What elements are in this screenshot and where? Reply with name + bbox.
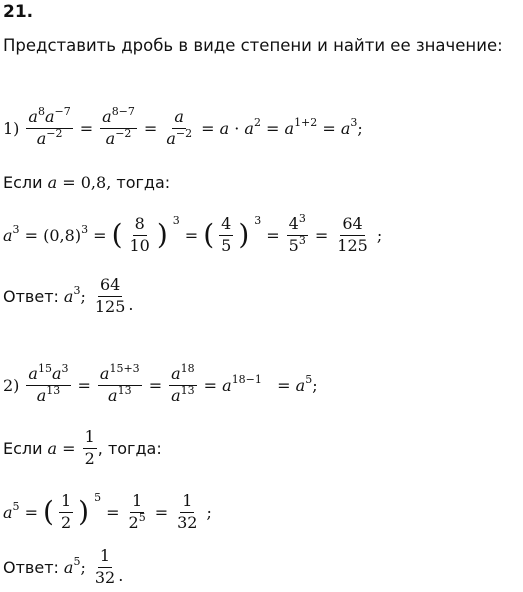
fraction: $\frac{a^8a^{-7}}{a^{-2}}$ [28,104,71,148]
answer-fraction: $\frac{64}{125}$ [94,275,126,316]
part1-computation: $a^3 = (0,8)^3$ = ( $\frac{8}{10}$ ) $^3$ = ( $\frac{4}{5}$ ) $^3$ = $\frac{4^3}{5^3}$ = $\frac{64}{125}$ ; [3,211,383,255]
part1-equation: 1) $\frac{a^8a^{-7}}{a^{-2}}$ = $\frac{a^{8-7}}{a^{-2}}$ = $\frac{a}{a^{-2}}$ = $a \cdot a^2 = a^{1+2} = a^3$; [3,104,363,148]
problem-statement: Представить дробь в виде степени и найти ее значение: [3,36,503,55]
answer-fraction: $\frac{1}{32}$ [94,546,116,587]
fraction: $\frac{4}{5}$ [221,214,232,255]
if-text: Если [3,173,43,192]
part2-label: 2) [3,375,20,395]
if-text: Если [3,438,43,458]
part2-equation: 2) $\frac{a^{15}a^3}{a^{13}}$ = $\frac{a^{15+3}}{a^{13}}$ = $\frac{a^{18}}{a^{13}}$ = $a^{18-1} = a^5$; [3,361,318,405]
then-text: , тогда: [97,438,162,458]
fraction: $\frac{4^3}{5^3}$ [288,211,306,255]
fraction: $\frac{1}{2}$ [60,491,72,532]
problem-number: 21. [3,2,34,22]
answer-label: Ответ: [3,286,59,306]
part2-condition: Если a = $\frac{1}{2}$ , тогда: [3,427,162,468]
fraction: $\frac{a}{a^{-2}}$ [166,107,193,148]
fraction: $\frac{a^{8-7}}{a^{-2}}$ [102,104,135,148]
fraction: $\frac{1}{2^5}$ [128,491,146,532]
part2-answer: Ответ: $a^5$; $\frac{1}{32}$ . [3,546,124,587]
condition-value: 0,8, [80,173,112,192]
part1-condition: Если a = 0,8, тогда: [3,173,171,192]
result-fraction: $\frac{1}{32}$ [177,491,198,532]
answer-label: Ответ: [3,557,59,577]
part1-answer: Ответ: $a^3$; $\frac{64}{125}$ . [3,275,134,316]
then-text: тогда: [116,173,171,192]
fraction: $\frac{a^{15+3}}{a^{13}}$ [99,361,140,405]
fraction: $\frac{a^{18}}{a^{13}}$ [171,361,195,405]
part2-computation: $a^5$ = ( $\frac{1}{2}$ ) $^5$ = $\frac{1}{2^5}$ = $\frac{1}{32}$ ; [3,491,212,532]
part1-label: 1) [3,118,20,138]
fraction: $\frac{a^{15}a^3}{a^{13}}$ [28,361,69,405]
condition-fraction: $\frac{1}{2}$ [84,427,95,468]
fraction: $\frac{8}{10}$ [129,214,150,255]
result-fraction: $\frac{64}{125}$ [337,214,368,255]
